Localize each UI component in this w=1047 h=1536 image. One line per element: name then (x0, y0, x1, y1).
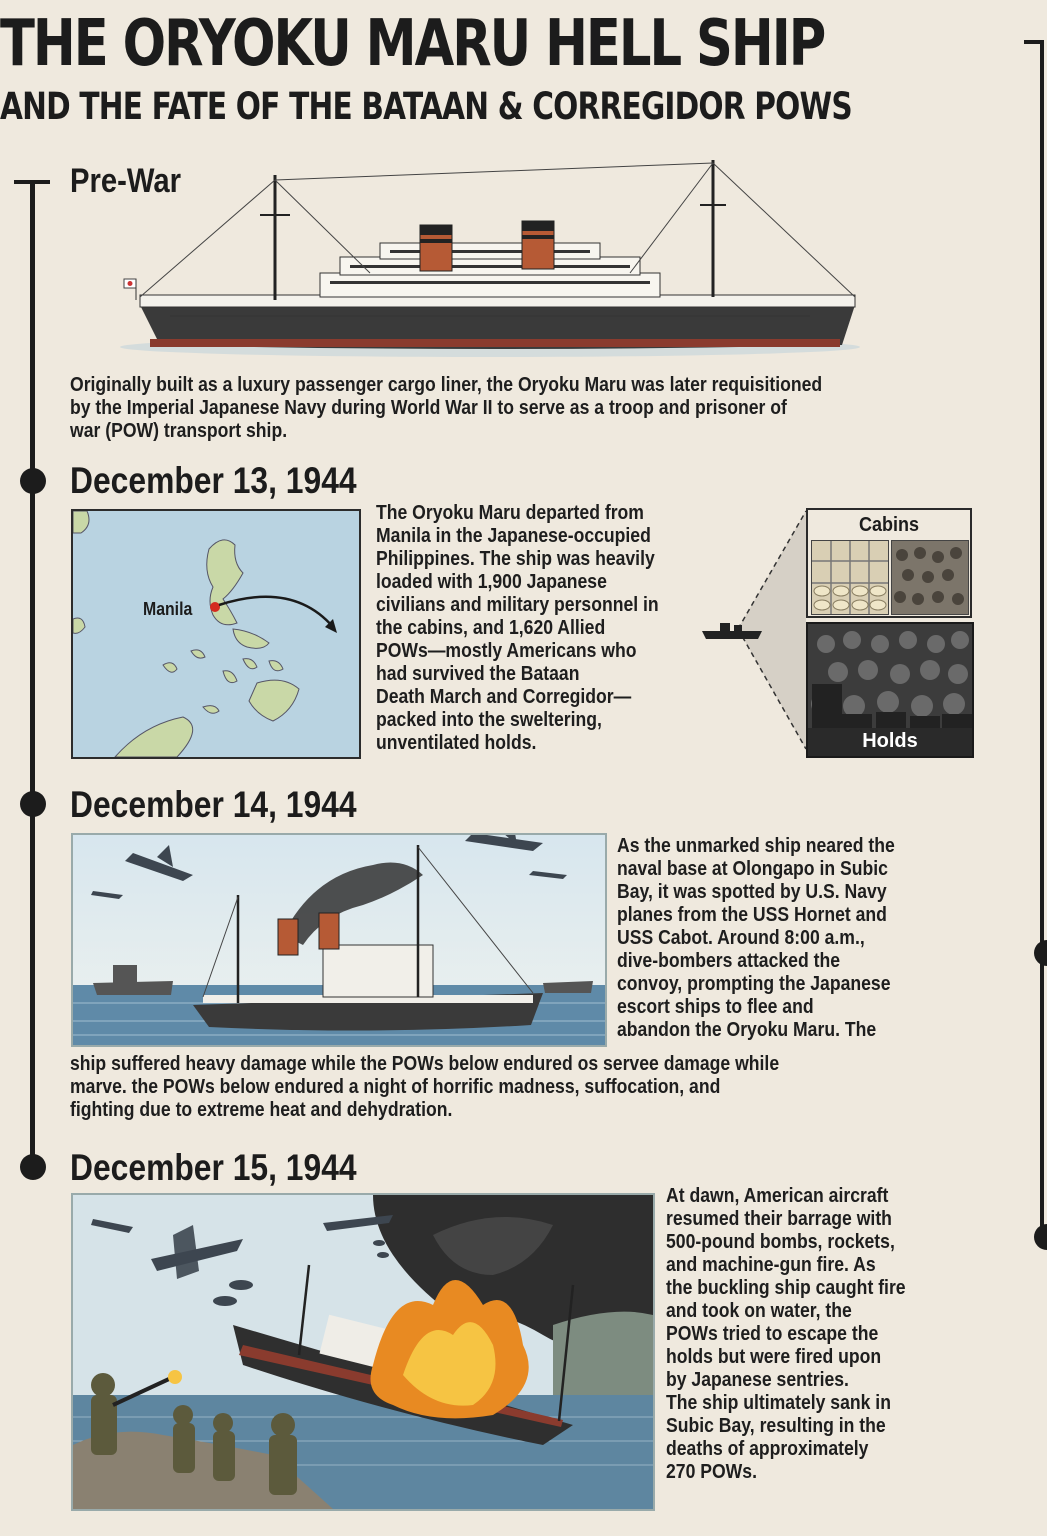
cabins-crowd-image (891, 540, 969, 615)
timeline-dot-dec13 (20, 468, 46, 494)
section-heading-dec15: December 15, 1944 (70, 1147, 357, 1188)
holds-label: Holds (862, 730, 918, 752)
section-heading-dec14: December 14, 1944 (70, 784, 357, 825)
attack-illustration-dec14 (71, 833, 607, 1047)
cabins-bunks-image (811, 540, 889, 615)
dec13-text: The Oryoku Maru departed from Manila in the Japanese-occupied Philippines. The ship was heavily loaded with 1,900 Japanese civilians and military personnel in the cabins, and 1,620 Allied POWs—mostly Americans who had survived the Bataan Death March and Corregidor— packed into the sweltering, unventilated holds. (376, 502, 659, 754)
dec15-text: At dawn, American aircraft resumed their barrage with 500-pound bombs, rockets, and machine-gun fire. As the buckling ship caught fire and took on water, the POWs tried to escape the holds but were fired upon by Japanese sentries. The ship ultimately sank in Subic Bay, resulting in the deaths of approximately 270 POWs. (666, 1185, 906, 1483)
section-heading-dec13: December 13, 1944 (70, 460, 357, 501)
sinking-illustration-dec15 (71, 1193, 655, 1511)
dec14-text-column: As the unmarked ship neared the naval base at Olongapo in Subic Bay, it was spotted by U.S. Navy planes from the USS Hornet and USS Cabot. Around 8:00 a.m., dive-bombers attacked the convoy, prompting the Japanese escort ships to flee and abandon the Oryoku Maru. The (617, 835, 895, 1041)
page-title: THE ORYOKU MARU HELL SHIP (0, 7, 825, 81)
right-timeline-dot (1034, 1224, 1047, 1250)
timeline-line (30, 180, 35, 1165)
cabins-label: Cabins (858, 514, 920, 536)
timeline-dot-dec15 (20, 1154, 46, 1180)
philippines-map (71, 509, 361, 759)
timeline-start-tick (14, 180, 50, 184)
liner-illustration (110, 155, 870, 365)
map-label-manila: Manila (143, 599, 193, 619)
timeline-dot-dec14 (20, 791, 46, 817)
ship-callout-lines (700, 505, 810, 755)
section-heading-prewar: Pre-War (70, 162, 182, 200)
cabins-panel (806, 508, 972, 618)
right-timeline-dot (1034, 940, 1047, 966)
prewar-text: Originally built as a luxury passenger cargo liner, the Oryoku Maru was later requisitioned by the Imperial Japanese Navy during World War II to serve as a troop and prisoner of war (POW) transport ship. (70, 374, 823, 442)
holds-panel (806, 622, 974, 758)
right-timeline-line (1040, 40, 1044, 1245)
dec14-text-full: ship suffered heavy damage while the POWs below endured os servee damage while marve. the POWs below endured a night of horrific madness, suffocation, and fighting due to extreme heat and dehydration. (70, 1053, 780, 1121)
page-subtitle: AND THE FATE OF THE BATAAN & CORREGIDOR POWS (0, 85, 852, 128)
right-timeline-tick (1024, 40, 1044, 44)
